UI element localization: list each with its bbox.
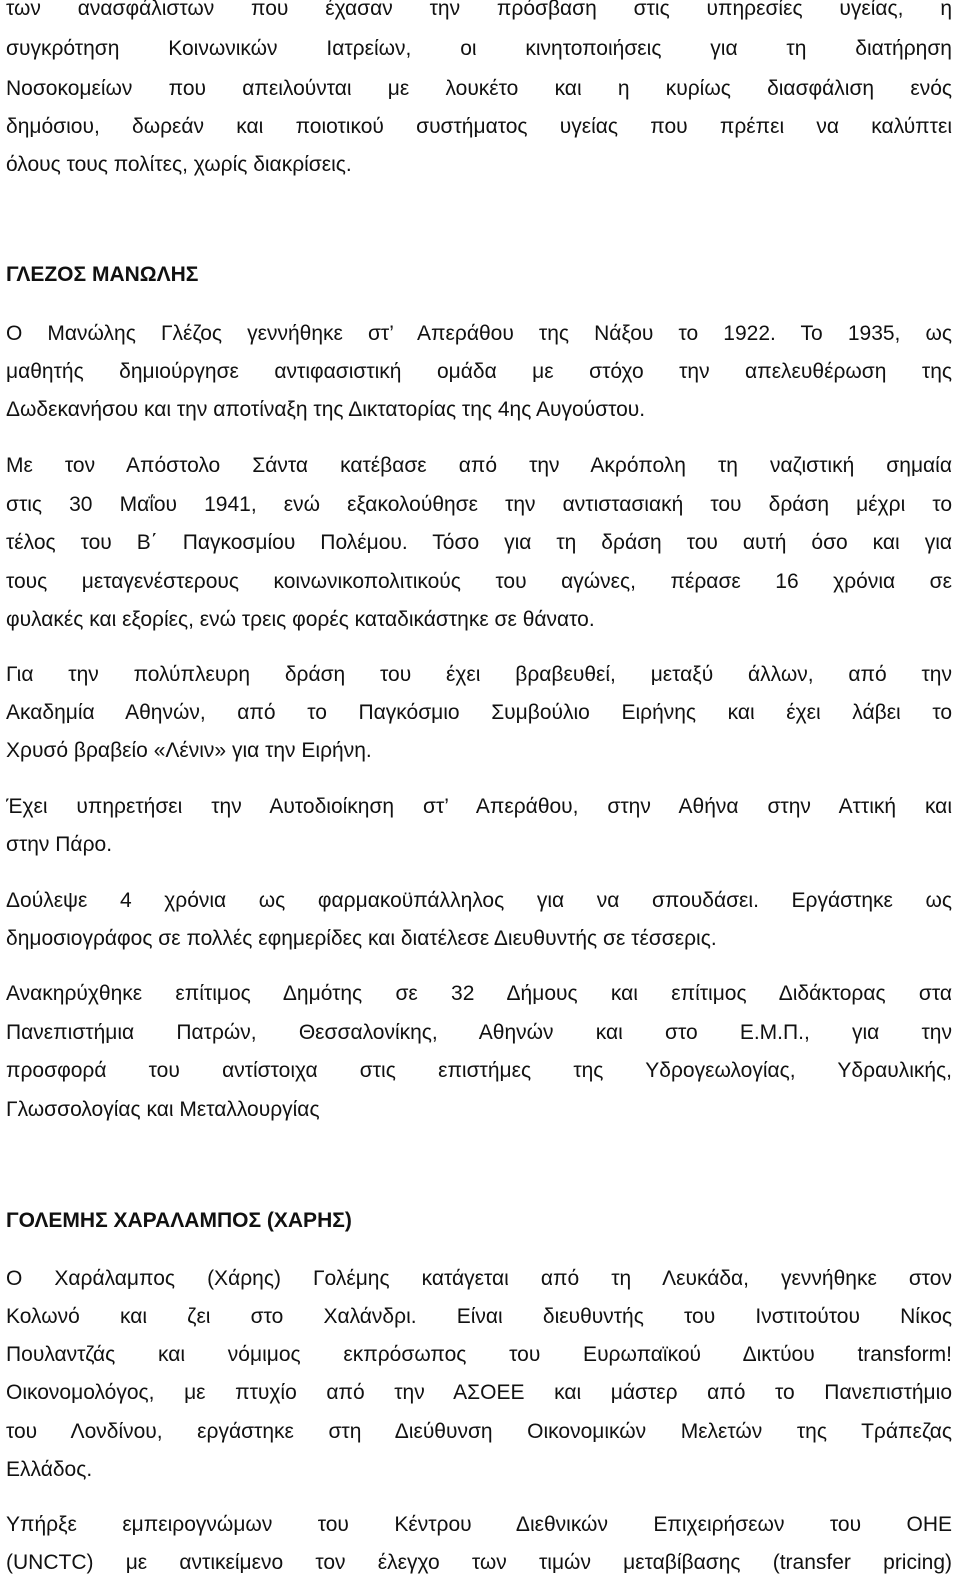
golemis-p1-line: του Λονδίνου, εργάστηκε στη Διεύθυνση Οικονομικών Μελετών της Τράπεζας — [6, 1420, 952, 1443]
golemis-p1-line: Ελλάδος. — [6, 1458, 93, 1481]
glezos-p3-line: Χρυσό βραβείο «Λένιν» για την Ειρήνη. — [6, 739, 372, 762]
glezos-p1-line: Ο Μανώλης Γλέζος γεννήθηκε στ’ Απεράθου της Νάξου το 1922. Το 1935, ως — [6, 322, 952, 345]
glezos-p5-line: Δούλεψε 4 χρόνια ως φαρμακοϋπάλληλος για να σπουδάσει. Εργάστηκε ως — [6, 889, 952, 912]
glezos-p5-line: δημοσιογράφος σε πολλές εφημερίδες και διατέλεσε Διευθυντής σε τέσσερις. — [6, 927, 717, 950]
intro-line: δημόσιου, δωρεάν και ποιοτικού συστήματος υγείας που πρέπει να καλύπτει — [6, 115, 952, 138]
glezos-p4-line: στην Πάρο. — [6, 833, 113, 856]
glezos-p6-line: προσφορά του αντίστοιχα στις επιστήμες της Υδρογεωλογίας, Υδραυλικής, — [6, 1059, 952, 1082]
glezos-p1-line: Δωδεκανήσου και την αποτίναξη της Δικτατορίας της 4ης Αυγούστου. — [6, 398, 646, 421]
glezos-p2-line: τους μεταγενέστερους κοινωνικοπολιτικούς του αγώνες, πέρασε 16 χρόνια σε — [6, 570, 952, 593]
section-heading-golemis: ΓΟΛΕΜΗΣ ΧΑΡΑΛΑΜΠΟΣ (ΧΑΡΗΣ) — [6, 1209, 352, 1232]
glezos-p2-line: στις 30 Μαΐου 1941, ενώ εξακολούθησε την αντιστασιακή του δράση μέχρι το — [6, 493, 952, 516]
intro-line: των ανασφάλιστων που έχασαν την πρόσβαση στις υπηρεσίες υγείας, η — [6, 0, 952, 20]
golemis-p2-line: (UNCTC) με αντικείμενο τον έλεγχο των τιμών μεταβίβασης (transfer pricing) — [6, 1551, 952, 1574]
golemis-p2-line: Υπήρξε εμπειρογνώμων του Κέντρου Διεθνικών Επιχειρήσεων του ΟΗΕ — [6, 1513, 952, 1536]
glezos-p6-line: Πανεπιστήμια Πατρών, Θεσσαλονίκης, Αθηνών και στο Ε.Μ.Π., για την — [6, 1021, 952, 1044]
intro-line: όλους τους πολίτες, χωρίς διακρίσεις. — [6, 153, 352, 176]
glezos-p6-line: Γλωσσολογίας και Μεταλλουργίας — [6, 1098, 320, 1121]
section-heading-glezos: ΓΛΕΖΟΣ ΜΑΝΩΛΗΣ — [6, 263, 199, 286]
golemis-p1-line: Πουλαντζάς και νόμιμος εκπρόσωπος του Ευρωπαϊκού Δικτύου transform! — [6, 1343, 952, 1366]
golemis-p1-line: Κολωνό και ζει στο Χαλάνδρι. Είναι διευθυντής του Ινστιτούτου Νίκος — [6, 1305, 952, 1328]
glezos-p6-line: Ανακηρύχθηκε επίτιμος Δημότης σε 32 Δήμους και επίτιμος Διδάκτορας στα — [6, 982, 952, 1005]
golemis-p1-line: Ο Χαράλαμπος (Χάρης) Γολέμης κατάγεται από τη Λευκάδα, γεννήθηκε στον — [6, 1267, 952, 1290]
glezos-p2-line: Με τον Απόστολο Σάντα κατέβασε από την Ακρόπολη τη ναζιστική σημαία — [6, 454, 952, 477]
intro-line: συγκρότηση Κοινωνικών Ιατρείων, οι κινητοποιήσεις για τη διατήρηση — [6, 37, 952, 60]
glezos-p2-line: τέλος του Β΄ Παγκοσμίου Πολέμου. Τόσο για τη δράση του αυτή όσο και για — [6, 531, 952, 554]
glezos-p1-line: μαθητής δημιούργησε αντιφασιστική ομάδα με στόχο την απελευθέρωση της — [6, 360, 952, 383]
intro-line: Νοσοκομείων που απειλούνται με λουκέτο και η κυρίως διασφάλιση ενός — [6, 77, 952, 100]
glezos-p2-line: φυλακές και εξορίες, ενώ τρεις φορές καταδικάστηκε σε θάνατο. — [6, 608, 595, 631]
glezos-p4-line: Έχει υπηρετήσει την Αυτοδιοίκηση στ’ Απεράθου, στην Αθήνα στην Αττική και — [6, 795, 952, 818]
golemis-p1-line: Οικονομολόγος, με πτυχίο από την ΑΣΟΕΕ και μάστερ από το Πανεπιστήμιο — [6, 1381, 952, 1404]
glezos-p3-line: Για την πολύπλευρη δράση του έχει βραβευθεί, μεταξύ άλλων, από την — [6, 663, 952, 686]
glezos-p3-line: Ακαδημία Αθηνών, από το Παγκόσμιο Συμβούλιο Ειρήνης και έχει λάβει το — [6, 701, 952, 724]
